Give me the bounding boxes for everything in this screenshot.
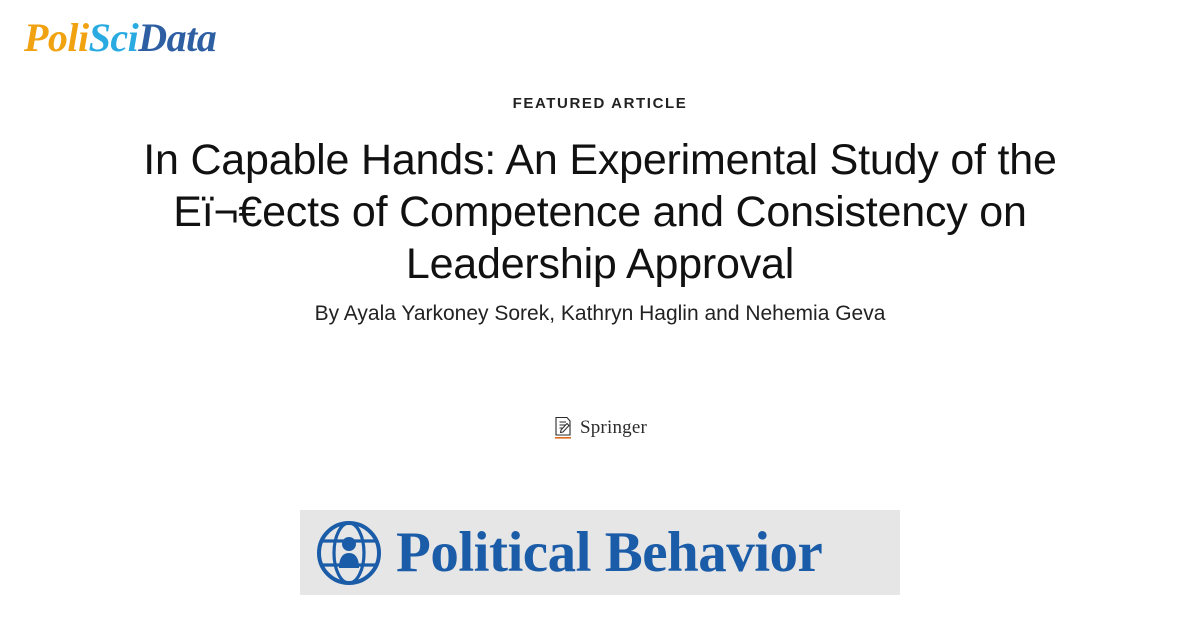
page-title: In Capable Hands: An Experimental Study of the Eï¬€ects of Competence and Consistency on Leadership Approval <box>143 136 1057 288</box>
globe-person-icon <box>316 520 382 586</box>
article-header <box>0 95 1200 326</box>
site-logo[interactable] <box>24 15 217 60</box>
journal-title: Political Behavior <box>396 521 823 584</box>
springer-logo-icon <box>553 416 573 440</box>
publisher-mark <box>0 416 1200 450</box>
publisher-name: Springer <box>579 417 648 438</box>
journal-banner <box>300 510 900 595</box>
site-logo-part-poli: Poli <box>24 15 89 60</box>
site-logo-part-sci: Sci <box>88 15 139 60</box>
article-authors: By Ayala Yarkoney Sorek, Kathryn Haglin and Nehemia Geva <box>314 302 886 325</box>
featured-article-label: FEATURED ARTICLE <box>512 95 688 112</box>
site-logo-part-data: Data <box>138 15 217 60</box>
